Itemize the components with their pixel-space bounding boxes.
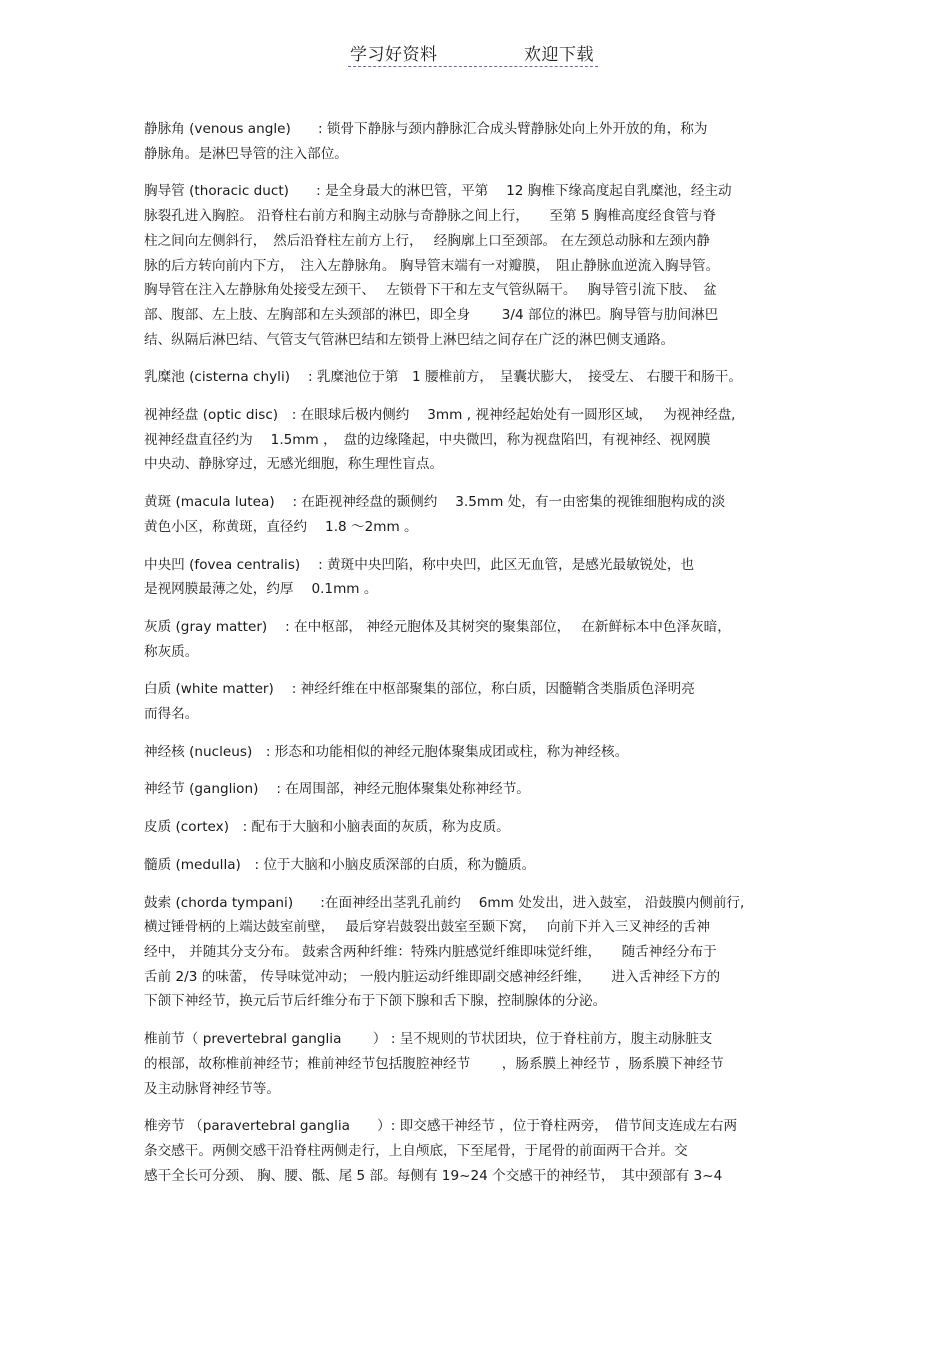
header-right-text: 欢迎下载 bbox=[524, 45, 594, 65]
text-line: 及主动脉肾神经节等。 bbox=[144, 1080, 280, 1097]
text-line: 称灰质。 bbox=[144, 643, 199, 660]
text-line: 神经核 (nucleus) : 形态和功能相似的神经元胞体聚集成团或柱，称为神经核。 bbox=[144, 743, 629, 760]
text-line: 脉裂孔进入胸腔。 沿脊柱右前方和胸主动脉与奇静脉之间上行， 至第 5 胸椎高度经食管与脊 bbox=[144, 208, 717, 225]
text-line: 中央凹 (fovea centralis) : 黄斑中央凹陷，称中央凹，此区无血管，是感光最敏锐处，也 bbox=[144, 556, 695, 573]
text-line: 椎旁节 （paravertebral ganglia ）: 即交感干神经节 ，位于脊柱两旁， 借节间支连成左右两 bbox=[144, 1118, 738, 1135]
paragraph-venous-angle bbox=[144, 117, 810, 166]
text-line: 舌前 2/3 的味蕾， 传导味觉冲动； 一般内脏运动纤维即副交感神经纤维， 进入舌神经下方的 bbox=[144, 968, 721, 985]
paragraph-gray-matter bbox=[144, 615, 810, 664]
paragraph-prevertebral-ganglia bbox=[144, 1027, 810, 1101]
paragraph-ganglion bbox=[144, 777, 810, 802]
paragraph-medulla bbox=[144, 853, 810, 878]
text-line: 感干全长可分颈、 胸、腰、骶、尾 5 部。每侧有 19~24 个交感干的神经节， 其中颈部有 3~4 bbox=[144, 1167, 723, 1184]
paragraph-nucleus bbox=[144, 740, 810, 765]
text-line: 黄斑 (macula lutea) : 在距视神经盘的颞侧约 3.5mm 处，有一由密集的视锥细胞构成的淡 bbox=[144, 494, 726, 511]
text-line: 下颌下神经节，换元后节后纤维分布于下颌下腺和舌下腺，控制腺体的分泌。 bbox=[144, 993, 607, 1010]
paragraph-cortex bbox=[144, 815, 810, 840]
text-line: 椎前节（ prevertebral ganglia ） : 呈不规则的节状团块，位于脊柱前方，腹主动脉脏支 bbox=[144, 1031, 713, 1048]
paragraph-cisterna-chyli bbox=[144, 365, 810, 390]
text-line: 而得名。 bbox=[144, 706, 199, 723]
text-line: 中央动、静脉穿过，无感光细胞，称生理性盲点。 bbox=[144, 456, 444, 473]
text-line: 鼓索 (chorda tympani) :在面神经出茎乳孔前约 6mm 处发出，进入鼓室， 沿鼓膜内侧前行, bbox=[144, 894, 745, 911]
text-line: 部、腹部、左上肢、左胸部和左头颈部的淋巴，即全身 3/4 部位的淋巴。胸导管与肋间淋巴 bbox=[144, 306, 719, 323]
page-header bbox=[348, 40, 598, 67]
text-line: 的根部，故称椎前神经节；椎前神经节包括腹腔神经节 ，肠系膜上神经节 ，肠系膜下神经节 bbox=[144, 1055, 724, 1072]
paragraph-optic-disc bbox=[144, 403, 810, 477]
text-line: 白质 (white matter) : 神经纤维在中枢部聚集的部位，称白质，因髓鞘含类脂质色泽明亮 bbox=[144, 681, 695, 698]
text-line: 结、纵隔后淋巴结、气管支气管淋巴结和左锁骨上淋巴结之间存在广泛的淋巴侧支通路。 bbox=[144, 331, 675, 348]
text-line: 视神经盘直径约为 1.5mm ， 盘的边缘隆起，中央微凹，称为视盘陷凹，有视神经、视网膜 bbox=[144, 431, 711, 448]
text-line: 横过锤骨柄的上端达鼓室前壁， 最后穿岩鼓裂出鼓室至颞下窝， 向前下并入三叉神经的舌神 bbox=[144, 919, 710, 936]
paragraph-chorda-tympani bbox=[144, 891, 810, 1015]
text-line: 条交感干。两侧交感干沿脊柱两侧走行，上自颅底，下至尾骨，于尾骨的前面两干合并。交 bbox=[144, 1142, 688, 1159]
text-line: 胸导管在注入左静脉角处接受左颈干、 左锁骨下干和左支气管纵隔干。 胸导管引流下肢、 盆 bbox=[144, 282, 717, 299]
text-line: 胸导管 (thoracic duct) : 是全身最大的淋巴管，平第 12 胸椎下缘高度起自乳糜池，经主动 bbox=[144, 183, 732, 200]
text-line: 皮质 (cortex) : 配布于大脑和小脑表面的灰质，称为皮质。 bbox=[144, 819, 510, 836]
text-line: 静脉角 (venous angle) : 锁骨下静脉与颈内静脉汇合成头臂静脉处向上外开放的角，称为 bbox=[144, 121, 708, 137]
paragraph-white-matter bbox=[144, 677, 810, 726]
text-line: 视神经盘 (optic disc) : 在眼球后极内侧约 3mm , 视神经起始处有一圆形区域， 为视神经盘, bbox=[144, 407, 736, 424]
text-line: 柱之间向左侧斜行， 然后沿脊柱左前方上行， 经胸廓上口至颈部。 在左颈总动脉和左颈内静 bbox=[144, 232, 710, 249]
text-line: 脉的后方转向前内下方， 注入左静脉角。 胸导管末端有一对瓣膜， 阻止静脉血逆流入胸导管。 bbox=[144, 257, 720, 274]
text-line: 静脉角。是淋巴导管的注入部位。 bbox=[144, 145, 348, 162]
text-line: 髓质 (medulla) : 位于大脑和小脑皮质深部的白质，称为髓质。 bbox=[144, 856, 536, 873]
text-line: 黄色小区，称黄斑，直径约 1.8 ～2mm 。 bbox=[144, 518, 418, 535]
text-line: 经中， 并随其分支分布。 鼓索含两种纤维：特殊内脏感觉纤维即味觉纤维， 随舌神经分布于 bbox=[144, 943, 717, 960]
text-line: 灰质 (gray matter) : 在中枢部， 神经元胞体及其树突的聚集部位， 在新鲜标本中色泽灰暗， bbox=[144, 618, 731, 635]
paragraph-fovea-centralis bbox=[144, 553, 810, 602]
text-line: 乳糜池 (cisterna chyli) : 乳糜池位于第 1 腰椎前方， 呈囊状膨大， 接受左、 右腰干和肠干。 bbox=[144, 369, 742, 386]
text-line: 神经节 (ganglion) : 在周围部，神经元胞体聚集处称神经节。 bbox=[144, 781, 530, 798]
paragraph-macula-lutea bbox=[144, 490, 810, 539]
paragraph-paravertebral-ganglia bbox=[144, 1114, 810, 1188]
text-line: 是视网膜最薄之处，约厚 0.1mm 。 bbox=[144, 581, 378, 598]
paragraph-thoracic-duct bbox=[144, 179, 810, 352]
header-left-text: 学习好资料 bbox=[350, 45, 438, 65]
document-body bbox=[144, 117, 810, 1201]
